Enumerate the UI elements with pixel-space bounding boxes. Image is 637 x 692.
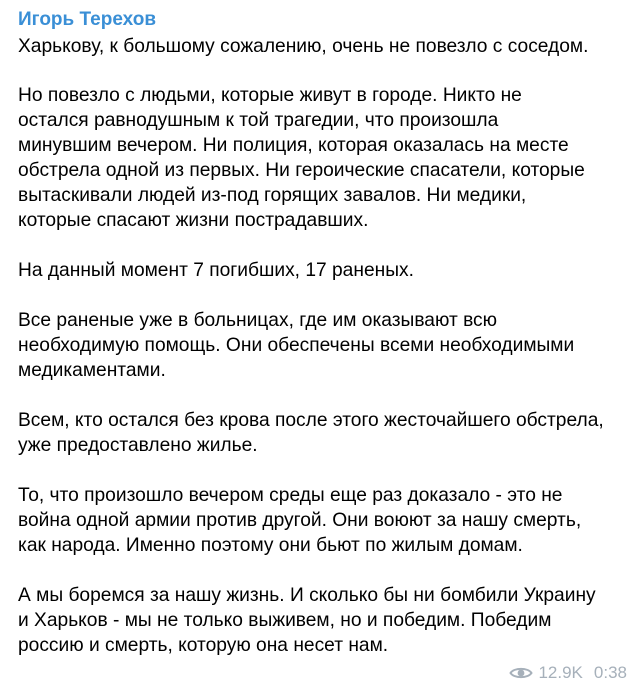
eye-icon	[509, 665, 533, 681]
views-count: 12.9K	[538, 663, 583, 682]
message-paragraph-1: Харькову, к большому сожалению, очень не повезло с соседом.	[18, 36, 589, 57]
message-meta	[509, 662, 627, 684]
message-paragraph-5: Всем, кто остался без крова после этого жесточайшего обстрела, уже предоставлено жилье.	[18, 410, 604, 456]
message-paragraph-4: Все раненые уже в больницах, где им оказывают всю необходимую помощь. Они обеспечены всеми необходимыми медикаментами.	[18, 310, 575, 381]
message-paragraph-6: То, что произошло вечером среды еще раз доказало - это не война одной армии против другой. Они воюют за нашу смерть, как народа. Именно поэтому они бьют по жилым домам.	[18, 485, 582, 556]
message-paragraph-2: Но повезло с людьми, которые живут в городе. Никто не остался равнодушным к той трагедии, что произошла минувшим вечером. Ни полиция, которая оказалась на месте обстрела одной из первых. Ни героические спасатели, которые вытаскивали людей из-под горящих завалов. Ни медики, которые спасают жизни пострадавших.	[18, 85, 585, 231]
author-name[interactable]: Игорь Терехов	[18, 9, 157, 30]
message-paragraph-7: А мы боремся за нашу жизнь. И сколько бы ни бомбили Украину и Харьков - мы не только выживем, но и победим. Победим россию и смерть, которую она несет нам.	[18, 585, 596, 656]
message-time: 0:38	[593, 663, 627, 682]
message-paragraph-3: На данный момент 7 погибших, 17 раненых.	[18, 260, 414, 281]
